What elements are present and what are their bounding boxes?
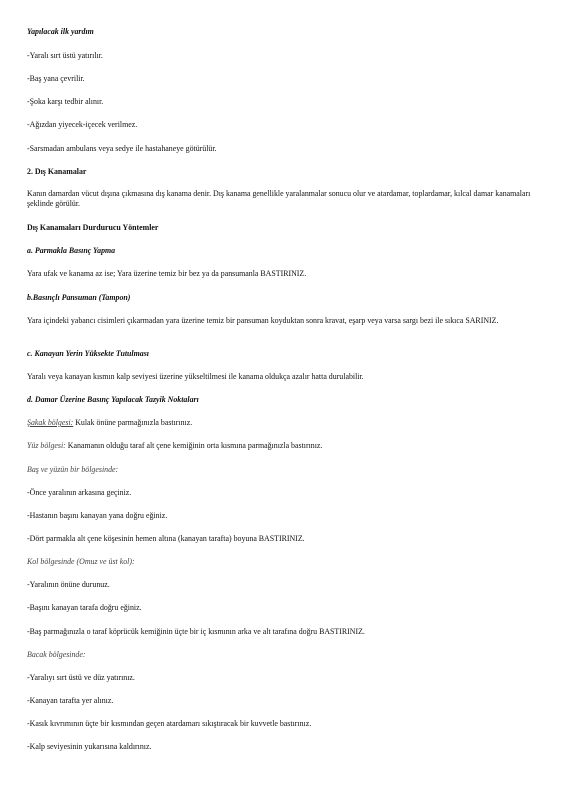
method-a-text: Yara ufak ve kanama az ise; Yara üzerine temiz bir bez ya da pansumanla BASTIRINIZ. xyxy=(27,269,307,278)
arm-label: Kol bölgesinde (Omuz ve üst kol): xyxy=(27,557,135,566)
method-c-text: Yaralı veya kanayan kısmın kalp seviyesi üzerine yükseltilmesi ile kanama oldukça azalır hatta durulabilir. xyxy=(27,372,364,381)
first-aid-step: -Ağızdan yiyecek-içecek verilmez. xyxy=(27,120,138,129)
first-aid-step: -Sarsmadan ambulans veya sedye ile hastahaneye götürülür. xyxy=(27,144,217,153)
arm-step: -Yaralının önüne durunuz. xyxy=(27,580,110,589)
method-c-heading: c. Kanayan Yerin Yüksekte Tutulması xyxy=(27,349,149,358)
method-b-heading: b.Basınçlı Pansuman (Tampon) xyxy=(27,293,131,302)
section-2-paragraph: Kanın damardan vücut dışına çıkmasına dış kanama denir. Dış kanama genellikle yaralanmalar sonucu olur ve atardamar, toplardamar, kılcal damar kanamaları şeklinde görülür. xyxy=(27,189,531,208)
section-2-heading: 2. Dış Kanamalar xyxy=(27,167,87,176)
leg-step: -Kalp seviyesinin yukarısına kaldırınız. xyxy=(27,742,152,751)
method-a-heading: a. Parmakla Basınç Yapma xyxy=(27,246,116,255)
temple-text: Kulak önüne parmağınızla bastırınız. xyxy=(73,418,193,427)
methods-heading: Dış Kanamaları Durdurucu Yöntemler xyxy=(27,223,159,232)
method-d-heading: d. Damar Üzerine Basınç Yapılacak Tazyik Noktaları xyxy=(27,395,199,404)
face-point xyxy=(27,441,542,451)
first-aid-step: -Baş yana çevrilir. xyxy=(27,74,85,83)
temple-point xyxy=(27,418,542,428)
leg-step: -Kasık kıvrımının üçte bir kısmından geçen atardamarı sıkıştıracak bir kuvvetle bastırınız. xyxy=(27,719,312,728)
method-b-text: Yara içindeki yabancı cisimleri çıkarmadan yara üzerine temiz bir pansuman koyduktan sonra kravat, eşarp veya varsa sargı bezi ile sıkıca SARINIZ. xyxy=(27,316,499,325)
face-text: Kanamanın olduğu taraf alt çene kemiğinin orta kısmına parmağınızla bastırınız. xyxy=(65,441,323,450)
head-neck-step: -Hastanın başını kanayan yana doğru eğiniz. xyxy=(27,511,168,520)
first-aid-step: -Yaralı sırt üstü yatırılır. xyxy=(27,51,103,60)
face-label: Yüz bölgesi: xyxy=(27,441,66,450)
head-neck-step: -Önce yaralının arkasına geçiniz. xyxy=(27,488,132,497)
arm-step: -Baş parmağınızla o taraf köprücük kemiğinin üçte bir iç kısmının arka ve alt tarafına doğru BASTIRINIZ. xyxy=(27,627,365,636)
first-aid-heading: Yapılacak ilk yardım xyxy=(27,27,94,36)
leg-label: Bacak bölgesinde: xyxy=(27,650,86,659)
temple-label: Şakak bölgesi: xyxy=(27,418,74,427)
leg-step: -Yaralıyı sırt üstü ve düz yatırınız. xyxy=(27,673,135,682)
head-neck-label: Baş ve yüzün bir bölgesinde: xyxy=(27,465,119,474)
first-aid-step: -Şoka karşı tedbir alınır. xyxy=(27,97,104,106)
arm-step: -Başını kanayan tarafa doğru eğiniz. xyxy=(27,603,142,612)
head-neck-step: -Dört parmakla alt çene köşesinin hemen altına (kanayan tarafta) boyuna BASTIRINIZ. xyxy=(27,534,305,543)
leg-step: -Kanayan tarafta yer alınız. xyxy=(27,696,114,705)
